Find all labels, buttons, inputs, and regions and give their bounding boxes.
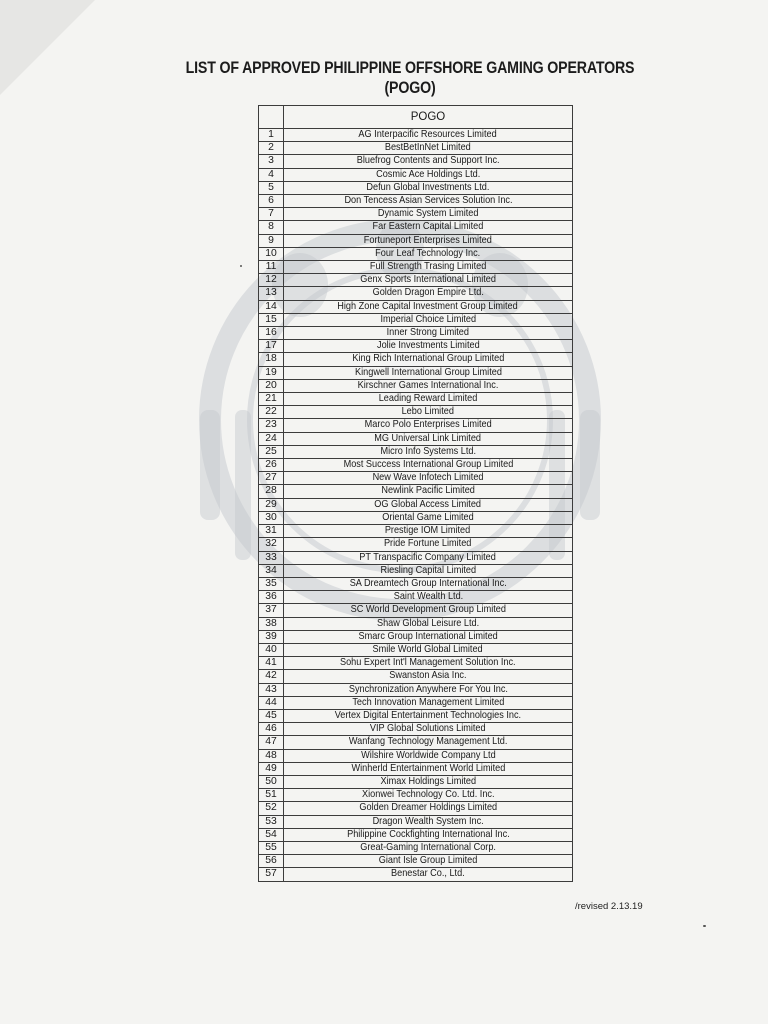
- operator-name-cell: [284, 709, 573, 722]
- operator-name-cell: [284, 511, 573, 524]
- operator-name: Most Success International Group Limited: [343, 459, 513, 471]
- operator-name: Four Leaf Technology Inc.: [375, 247, 481, 259]
- table-row: [259, 630, 573, 643]
- operator-name-cell: [284, 643, 573, 656]
- table-row: [259, 366, 573, 379]
- operator-number: 54: [259, 828, 284, 841]
- table-row: [259, 538, 573, 551]
- operator-name: Winherld Entertainment World Limited: [351, 762, 505, 774]
- operator-name-cell: [284, 155, 573, 168]
- table-row: [259, 723, 573, 736]
- table-row: [259, 327, 573, 340]
- operator-number: 6: [259, 195, 284, 208]
- operator-name-cell: [284, 868, 573, 881]
- operator-name: Golden Dreamer Holdings Limited: [359, 802, 497, 814]
- table-row: [259, 195, 573, 208]
- table-row: [259, 234, 573, 247]
- operator-number: 36: [259, 591, 284, 604]
- operator-name-cell: [284, 142, 573, 155]
- operator-name: Micro Info Systems Ltd.: [380, 445, 476, 457]
- operator-name-cell: [284, 300, 573, 313]
- table-row: [259, 815, 573, 828]
- operator-name-cell: [284, 855, 573, 868]
- operator-name-cell: [284, 234, 573, 247]
- operator-name-cell: [284, 670, 573, 683]
- operator-number: 46: [259, 723, 284, 736]
- table-row: [259, 142, 573, 155]
- operator-name: Tech Innovation Management Limited: [352, 696, 504, 708]
- table-row: [259, 247, 573, 260]
- operators-table-body: [259, 129, 573, 882]
- operator-name: King Rich International Group Limited: [352, 353, 504, 365]
- operator-name: Leading Reward Limited: [378, 393, 478, 405]
- table-row: [259, 181, 573, 194]
- operator-name: Imperial Choice Limited: [380, 313, 476, 325]
- table-row: [259, 208, 573, 221]
- operator-name-cell: [284, 406, 573, 419]
- operator-number: 39: [259, 630, 284, 643]
- operator-number: 2: [259, 142, 284, 155]
- operator-name-cell: [284, 749, 573, 762]
- operator-name: Dragon Wealth System Inc.: [372, 815, 484, 827]
- table-row: [259, 551, 573, 564]
- operator-name: Wanfang Technology Management Ltd.: [348, 736, 508, 748]
- operator-number: 55: [259, 841, 284, 854]
- operator-name: MG Universal Link Limited: [374, 432, 482, 444]
- table-row: [259, 287, 573, 300]
- table-row: [259, 393, 573, 406]
- operator-name-cell: [284, 353, 573, 366]
- operator-name: Sohu Expert Int'l Management Solution Inc.: [340, 657, 516, 669]
- operator-number: 4: [259, 168, 284, 181]
- table-row: [259, 617, 573, 630]
- operator-name: Dynamic System Limited: [377, 208, 479, 220]
- operator-name-cell: [284, 327, 573, 340]
- pogo-column-header: POGO: [284, 106, 573, 129]
- operator-name: PT Transpacific Company Limited: [359, 551, 497, 563]
- operator-name-cell: [284, 393, 573, 406]
- operator-name-cell: [284, 287, 573, 300]
- table-row: [259, 353, 573, 366]
- operator-number: 34: [259, 564, 284, 577]
- table-row: [259, 313, 573, 326]
- operator-number: 13: [259, 287, 284, 300]
- operator-name-cell: [284, 340, 573, 353]
- operator-number: 57: [259, 868, 284, 881]
- operator-name: Cosmic Ace Holdings Ltd.: [375, 168, 481, 180]
- operator-name: Newlink Pacific Limited: [381, 485, 475, 497]
- operator-number: 38: [259, 617, 284, 630]
- operator-number: 24: [259, 432, 284, 445]
- table-row: [259, 828, 573, 841]
- table-row: [259, 789, 573, 802]
- operator-number: 7: [259, 208, 284, 221]
- operator-name: BestBetInNet Limited: [385, 142, 471, 154]
- operator-name: Great-Gaming International Corp.: [360, 841, 496, 853]
- table-row: [259, 340, 573, 353]
- table-row: [259, 511, 573, 524]
- operator-number: 22: [259, 406, 284, 419]
- operator-name-cell: [284, 313, 573, 326]
- operator-name: Prestige IOM Limited: [385, 525, 471, 537]
- operator-name-cell: [284, 696, 573, 709]
- table-row: [259, 683, 573, 696]
- operator-name: Fortuneport Enterprises Limited: [363, 234, 493, 246]
- folded-corner: [0, 0, 95, 95]
- operator-number: 49: [259, 762, 284, 775]
- operator-name: Vertex Digital Entertainment Technologies Inc.: [334, 709, 522, 721]
- operator-number: 21: [259, 393, 284, 406]
- number-column-header: [259, 106, 284, 129]
- operator-name-cell: [284, 472, 573, 485]
- operator-name: SA Dreamtech Group International Inc.: [349, 577, 507, 589]
- operator-name: OG Global Access Limited: [374, 498, 482, 510]
- operator-name-cell: [284, 181, 573, 194]
- operator-name-cell: [284, 195, 573, 208]
- table-row: [259, 577, 573, 590]
- operator-number: 3: [259, 155, 284, 168]
- operator-name-cell: [284, 775, 573, 788]
- table-row: [259, 300, 573, 313]
- operator-name: Benestar Co., Ltd.: [391, 868, 465, 880]
- table-row: [259, 129, 573, 142]
- operator-number: 48: [259, 749, 284, 762]
- operator-name: SC World Development Group Limited: [350, 604, 506, 616]
- operator-name-cell: [284, 274, 573, 287]
- table-row: [259, 525, 573, 538]
- operator-name-cell: [284, 802, 573, 815]
- table-row: [259, 459, 573, 472]
- operator-number: 14: [259, 300, 284, 313]
- table-row: [259, 736, 573, 749]
- operator-name-cell: [284, 683, 573, 696]
- operator-name-cell: [284, 591, 573, 604]
- operator-name: Wilshire Worldwide Company Ltd: [360, 749, 496, 761]
- operator-name: Don Tencess Asian Services Solution Inc.: [343, 195, 513, 207]
- operator-number: 41: [259, 657, 284, 670]
- operator-number: 12: [259, 274, 284, 287]
- operator-number: 10: [259, 247, 284, 260]
- operator-name: Pride Fortune Limited: [384, 538, 472, 550]
- operator-number: 45: [259, 709, 284, 722]
- table-row: [259, 855, 573, 868]
- operator-name-cell: [284, 815, 573, 828]
- operator-name: Defun Global Investments Ltd.: [366, 181, 490, 193]
- operator-name-cell: [284, 168, 573, 181]
- operator-number: 52: [259, 802, 284, 815]
- table-row: [259, 657, 573, 670]
- operator-name-cell: [284, 841, 573, 854]
- operator-number: 30: [259, 511, 284, 524]
- operator-name: Giant Isle Group Limited: [378, 855, 478, 867]
- operator-name-cell: [284, 261, 573, 274]
- operator-number: 43: [259, 683, 284, 696]
- operator-name-cell: [284, 828, 573, 841]
- operator-name: Philippine Cockfighting International Inc.: [346, 828, 510, 840]
- operator-number: 51: [259, 789, 284, 802]
- operator-number: 26: [259, 459, 284, 472]
- operator-name-cell: [284, 432, 573, 445]
- table-row: [259, 168, 573, 181]
- operator-number: 23: [259, 419, 284, 432]
- operator-number: 32: [259, 538, 284, 551]
- operator-name-cell: [284, 762, 573, 775]
- operator-name-cell: [284, 604, 573, 617]
- operator-name: New Wave Infotech Limited: [372, 472, 484, 484]
- table-row: [259, 432, 573, 445]
- table-row: [259, 406, 573, 419]
- table-row: [259, 485, 573, 498]
- operator-number: 42: [259, 670, 284, 683]
- operator-name: Genx Sports International Limited: [360, 274, 496, 286]
- operator-number: 16: [259, 327, 284, 340]
- operator-number: 31: [259, 525, 284, 538]
- operator-name-cell: [284, 723, 573, 736]
- operator-name-cell: [284, 657, 573, 670]
- operator-name: Smarc Group International Limited: [358, 630, 498, 642]
- operator-name: Full Strength Trasing Limited: [369, 261, 487, 273]
- table-row: [259, 221, 573, 234]
- table-row: [259, 445, 573, 458]
- operator-name: Synchronization Anywhere For You Inc.: [348, 683, 508, 695]
- table-row: [259, 604, 573, 617]
- revised-note: /revised 2.13.19: [575, 901, 643, 912]
- operator-name: AG Interpacific Resources Limited: [358, 129, 498, 140]
- table-row: [259, 696, 573, 709]
- table-row: [259, 155, 573, 168]
- title-line-2: (POGO): [384, 79, 436, 97]
- operator-number: 47: [259, 736, 284, 749]
- title-line-1: LIST OF APPROVED PHILIPPINE OFFSHORE GAMING OPERATORS: [185, 59, 635, 77]
- scan-speck: [703, 925, 706, 927]
- operator-name-cell: [284, 379, 573, 392]
- operator-number: 25: [259, 445, 284, 458]
- operator-name-cell: [284, 498, 573, 511]
- operator-name: VIP Global Solutions Limited: [370, 723, 486, 735]
- table-row: [259, 775, 573, 788]
- operator-number: 53: [259, 815, 284, 828]
- table-row: [259, 709, 573, 722]
- operators-table: [258, 105, 573, 882]
- operator-name-cell: [284, 789, 573, 802]
- operator-name: Far Eastern Capital Limited: [372, 221, 484, 233]
- operator-number: 19: [259, 366, 284, 379]
- operator-number: 11: [259, 261, 284, 274]
- operator-name: Bluefrog Contents and Support Inc.: [356, 155, 500, 167]
- table-row: [259, 591, 573, 604]
- operator-number: 50: [259, 775, 284, 788]
- operator-name-cell: [284, 525, 573, 538]
- operator-name-cell: [284, 617, 573, 630]
- table-row: [259, 670, 573, 683]
- operator-number: 8: [259, 221, 284, 234]
- operator-number: 44: [259, 696, 284, 709]
- operator-name: Ximax Holdings Limited: [380, 775, 476, 787]
- operator-number: 40: [259, 643, 284, 656]
- operator-name-cell: [284, 221, 573, 234]
- operator-name-cell: [284, 419, 573, 432]
- operator-number: 18: [259, 353, 284, 366]
- operator-number: 27: [259, 472, 284, 485]
- table-row: [259, 802, 573, 815]
- operator-name-cell: [284, 366, 573, 379]
- operator-number: 15: [259, 313, 284, 326]
- operator-number: 20: [259, 379, 284, 392]
- document-title: [169, 58, 651, 98]
- table-row: [259, 261, 573, 274]
- operator-name-cell: [284, 485, 573, 498]
- table-row: [259, 498, 573, 511]
- table-header-row: [259, 106, 573, 129]
- operator-name-cell: [284, 564, 573, 577]
- operator-number: 1: [259, 129, 284, 142]
- table-row: [259, 749, 573, 762]
- table-row: [259, 379, 573, 392]
- scan-speck: [240, 265, 242, 267]
- operator-name-cell: [284, 736, 573, 749]
- operator-name-cell: [284, 538, 573, 551]
- operator-name-cell: [284, 459, 573, 472]
- operator-name-cell: [284, 247, 573, 260]
- operator-name: Oriental Game Limited: [382, 511, 474, 523]
- operator-name-cell: [284, 129, 573, 142]
- operator-name: Shaw Global Leisure Ltd.: [376, 617, 480, 629]
- operator-number: 33: [259, 551, 284, 564]
- operator-number: 28: [259, 485, 284, 498]
- operator-name: Jolie Investments Limited: [376, 340, 480, 352]
- operator-number: 56: [259, 855, 284, 868]
- operator-number: 35: [259, 577, 284, 590]
- operator-name: Saint Wealth Ltd.: [393, 591, 463, 603]
- table-row: [259, 841, 573, 854]
- operator-name: High Zone Capital Investment Group Limited: [337, 300, 519, 312]
- table-row: [259, 643, 573, 656]
- operator-name-cell: [284, 551, 573, 564]
- operator-name-cell: [284, 630, 573, 643]
- operator-name: Smile World Global Limited: [372, 643, 484, 655]
- operator-name-cell: [284, 208, 573, 221]
- operator-name: Marco Polo Enterprises Limited: [364, 419, 492, 431]
- operator-number: 17: [259, 340, 284, 353]
- operator-name-cell: [284, 577, 573, 590]
- operator-name: Inner Strong Limited: [386, 327, 470, 339]
- operator-number: 29: [259, 498, 284, 511]
- table-row: [259, 419, 573, 432]
- table-row: [259, 762, 573, 775]
- operator-number: 5: [259, 181, 284, 194]
- operator-name: Lebo Limited: [401, 406, 455, 418]
- operator-name: Kirschner Games International Inc.: [357, 379, 499, 391]
- table-row: [259, 472, 573, 485]
- operator-number: 9: [259, 234, 284, 247]
- table-row: [259, 868, 573, 881]
- operator-name: Kingwell International Group Limited: [354, 366, 502, 378]
- operator-name: Swanston Asia Inc.: [389, 670, 467, 682]
- operator-name: Golden Dragon Empire Ltd.: [372, 287, 484, 299]
- operator-number: 37: [259, 604, 284, 617]
- table-row: [259, 274, 573, 287]
- operator-name-cell: [284, 445, 573, 458]
- table-row: [259, 564, 573, 577]
- operator-name: Riesling Capital Limited: [380, 564, 476, 576]
- operator-name: Xionwei Technology Co. Ltd. Inc.: [361, 789, 495, 801]
